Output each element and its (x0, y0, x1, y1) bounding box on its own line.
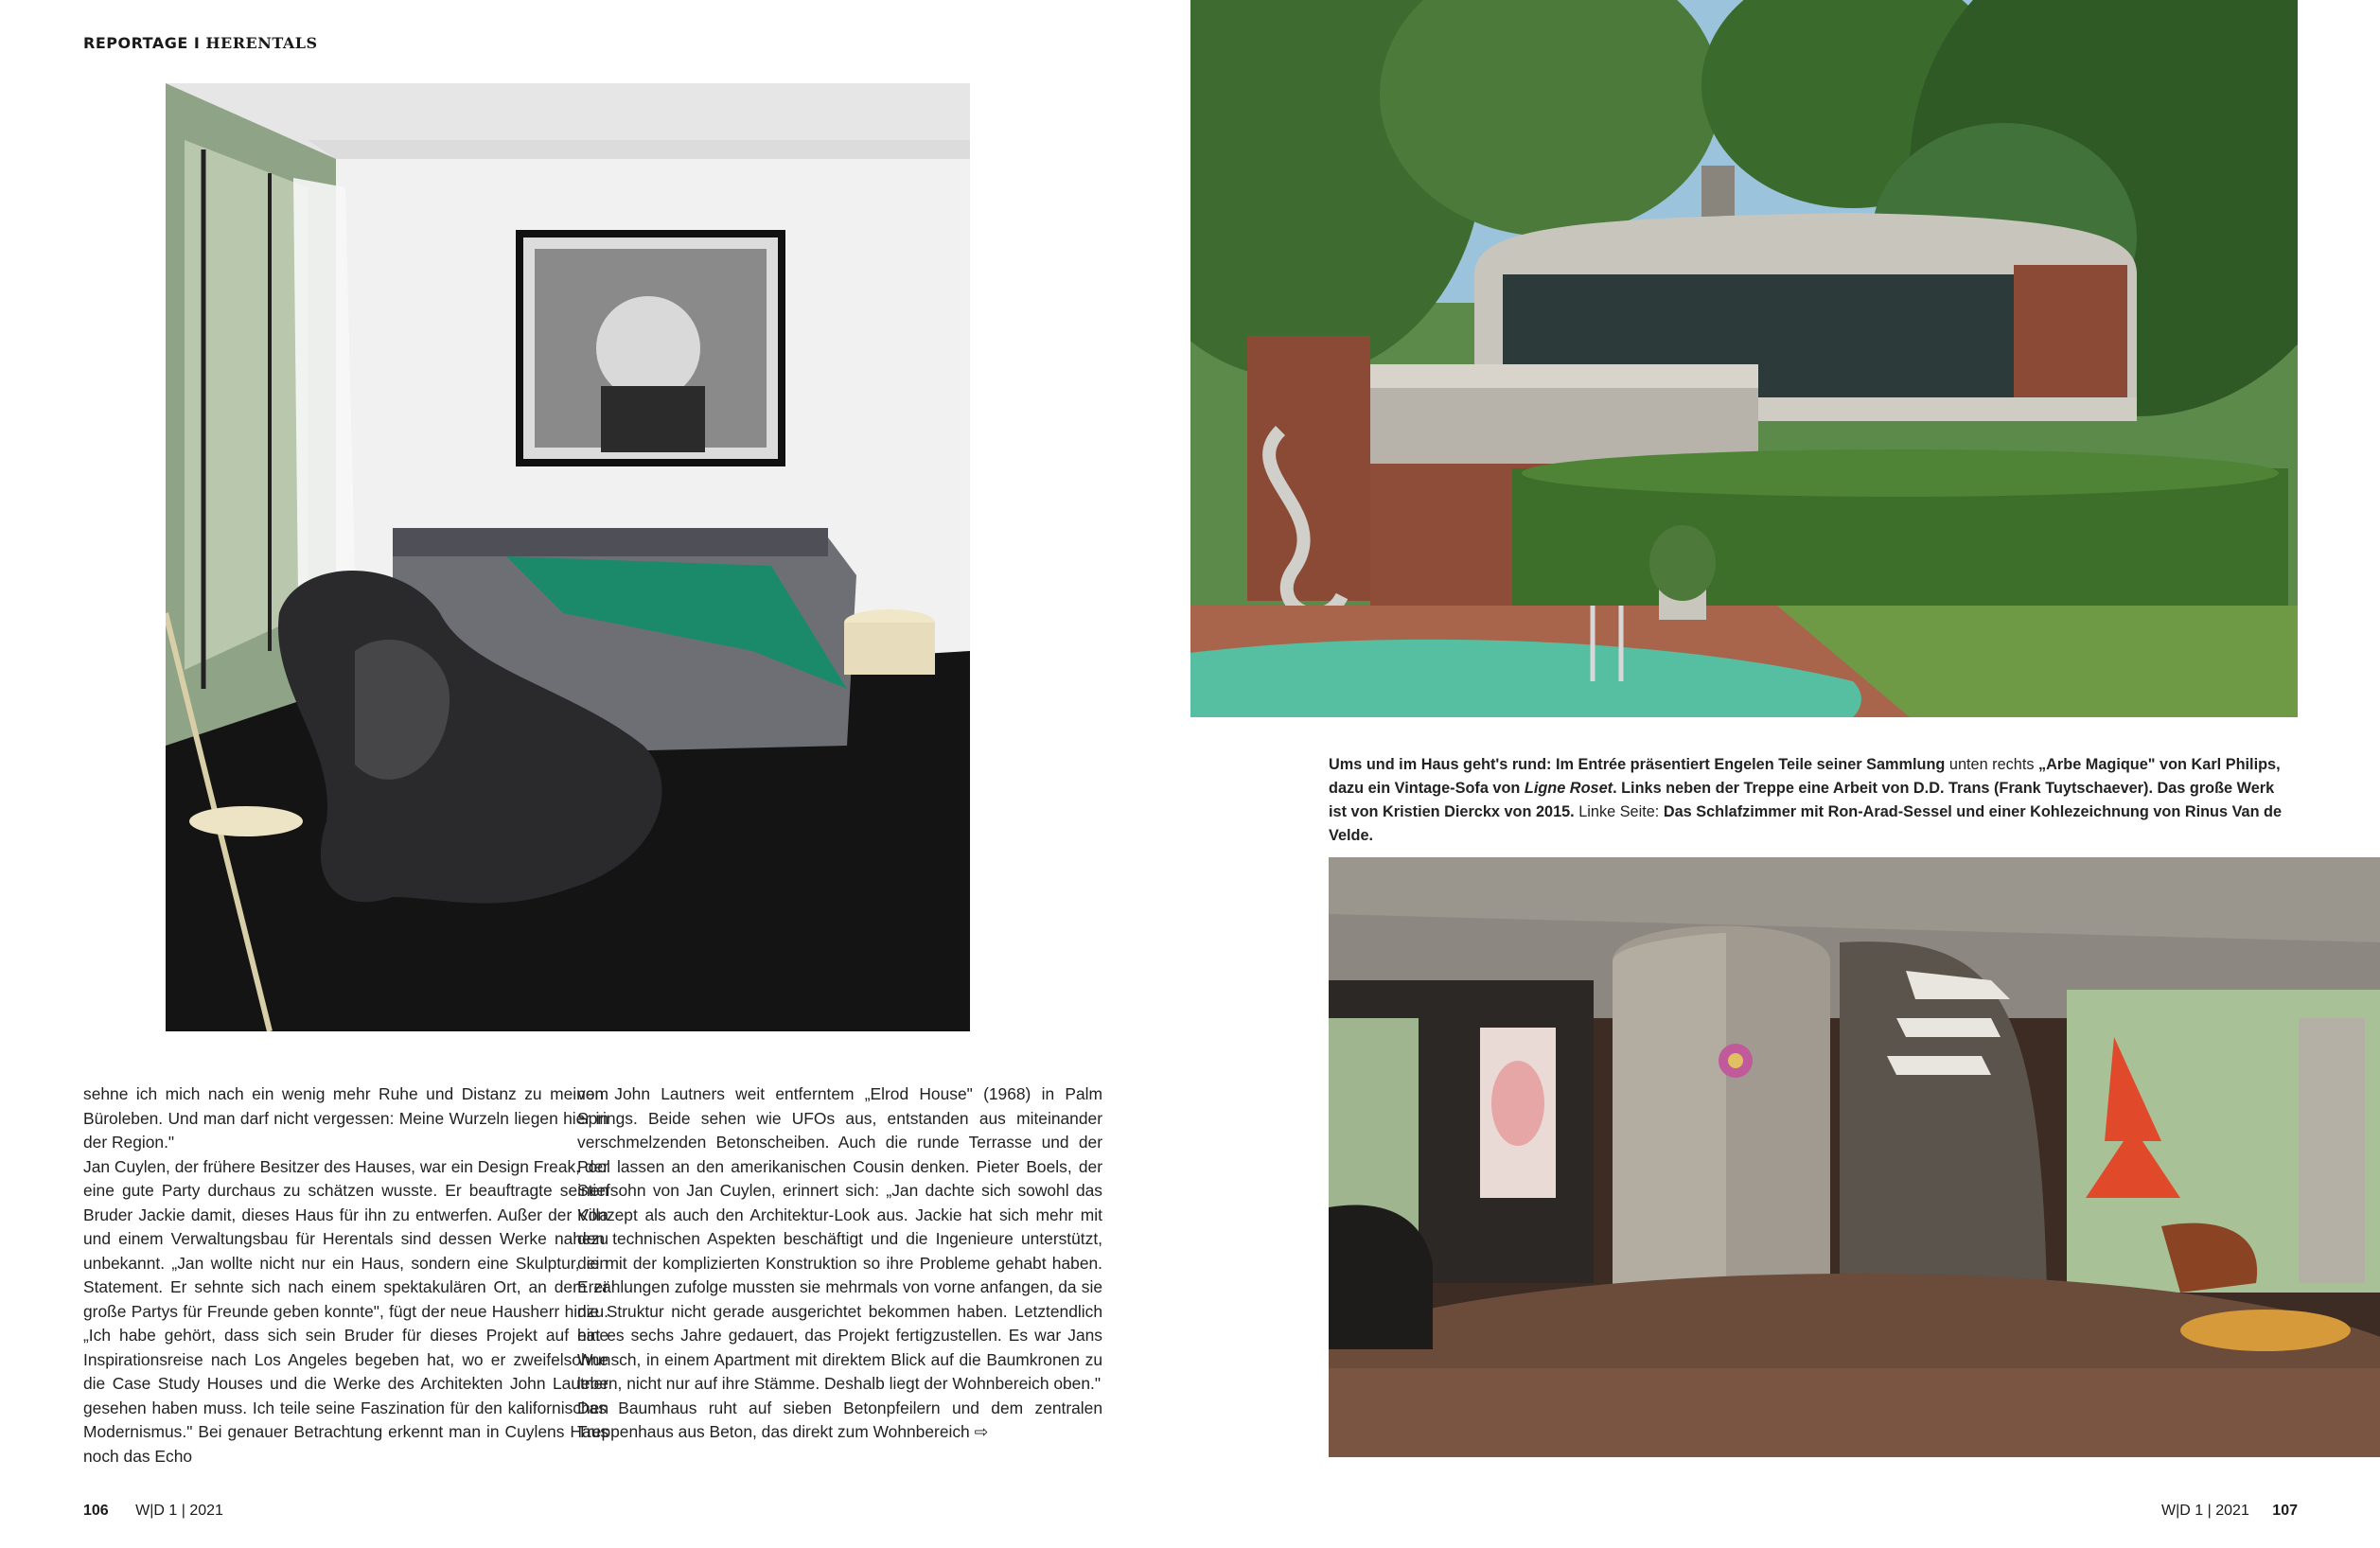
body-column-left (83, 1082, 608, 1469)
paragraph-text: Das Baumhaus ruht auf sieben Betonpfeilern und dem zentralen Treppenhaus aus Beton, das direkt zum Wohnbereich (577, 1398, 1102, 1441)
kicker-section: REPORTAGE (83, 34, 188, 52)
continue-arrow-icon: ⇨ (974, 1423, 989, 1442)
bedroom-photo (166, 83, 970, 1031)
caption-text-2: „Arbe Magique" von Karl Philips, dazu ein Vintage-Sofa von (1329, 756, 2281, 797)
page-number-left: 106 (83, 1503, 109, 1519)
caption-position-1: unten rechts (1945, 756, 2039, 773)
kicker-location: HERENTALS (205, 34, 318, 52)
kicker-separator: I (193, 34, 201, 52)
magazine-issue-left: W|D 1 | 2021 (135, 1503, 223, 1519)
interior-photo (1329, 857, 2380, 1457)
section-kicker (83, 34, 318, 52)
caption-brand: Ligne Roset (1524, 780, 1613, 797)
paragraph: Jan Cuylen, der frühere Besitzer des Hauses, war ein Design Freak, der eine gute Party durchaus zu schätzen wusste. Er beauftragte seinen Bruder Jackie damit, dieses Haus für ihn zu entwerfen. Außer der Villa und einem Verwaltungsbau für Herentals sind dessen Werke nahezu unbekannt. „Jan wollte nicht nur ein Haus, sondern eine Skulptur, ein Statement. Er sehnte sich nach einem spektakulären Ort, an dem er große Partys für Freunde geben konnte", fügt der neue Hausherr hinzu. „Ich habe gehört, dass sich sein Bruder für dieses Projekt auf eine Inspirationsreise nach Los Angeles begeben hat, wo er zweifelsohne die Case Study Houses und die Werke des Architekten John Lautner gesehen haben muss. Ich teile seine Faszination für den kalifornischen Modernismus." Bei genauer Betrachtung erkennt man in Cuylens Haus noch das Echo (83, 1156, 608, 1466)
exterior-photo (1190, 0, 2298, 717)
caption-position-2: Linke Seite: (1574, 803, 1664, 820)
caption-text-1: Ums und im Haus geht's rund: Im Entrée präsentiert Engelen Teile seiner Sammlung (1329, 756, 1946, 773)
caption-text-4: Das Schlafzimmer mit Ron-Arad-Sessel und einer Kohlezeichnung von Rinus Van de Velde. (1329, 803, 2283, 844)
paragraph: sehne ich mich nach ein wenig mehr Ruhe und Distanz zu meinem Büroleben. Und man darf nicht vergessen: Meine Wurzeln liegen hier in der Region." (83, 1084, 608, 1152)
body-column-right (577, 1082, 1102, 1446)
folio-left (83, 1503, 223, 1520)
caption-text-3: . Links neben der Treppe eine Arbeit von D.D. Trans (Frank Tuytschaever). Das große Werk ist von Kristien Dierckx von 2015. (1329, 780, 2275, 820)
photo-caption (1329, 753, 2294, 848)
magazine-issue-right: W|D 1 | 2021 (2161, 1503, 2249, 1519)
folio-right (2161, 1503, 2298, 1520)
paragraph: von John Lautners weit entferntem „Elrod House" (1968) in Palm Springs. Beide sehen wie UFOs aus, entstanden aus miteinander verschmelzenden Betonscheiben. Auch die runde Terrasse und der Pool lassen an den amerikanischen Cousin denken. Pieter Boels, der Stiefsohn von Jan Cuylen, erinnert sich: „Jan dachte sich sowohl das Konzept als auch den Architektur-Look aus. Jackie hat sich mehr mit den technischen Aspekten beschäftigt und die Ingenieure unterstützt, die mit der komplizierten Konstruktion so ihre Probleme gehabt haben. Erzählungen zufolge mussten sie mehrmals von vorne anfangen, da sie die Struktur nicht gerade ausgerichtet bekommen haben. Letztendlich hat es sechs Jahre gedauert, das Projekt fertigzustellen. Es war Jans Wunsch, in einem Apartment mit direktem Blick auf die Baumkronen zu leben, nicht nur auf ihre Stämme. Deshalb liegt der Wohnbereich oben." (577, 1084, 1102, 1393)
page-number-right: 107 (2272, 1503, 2298, 1519)
paragraph (577, 1397, 1102, 1446)
